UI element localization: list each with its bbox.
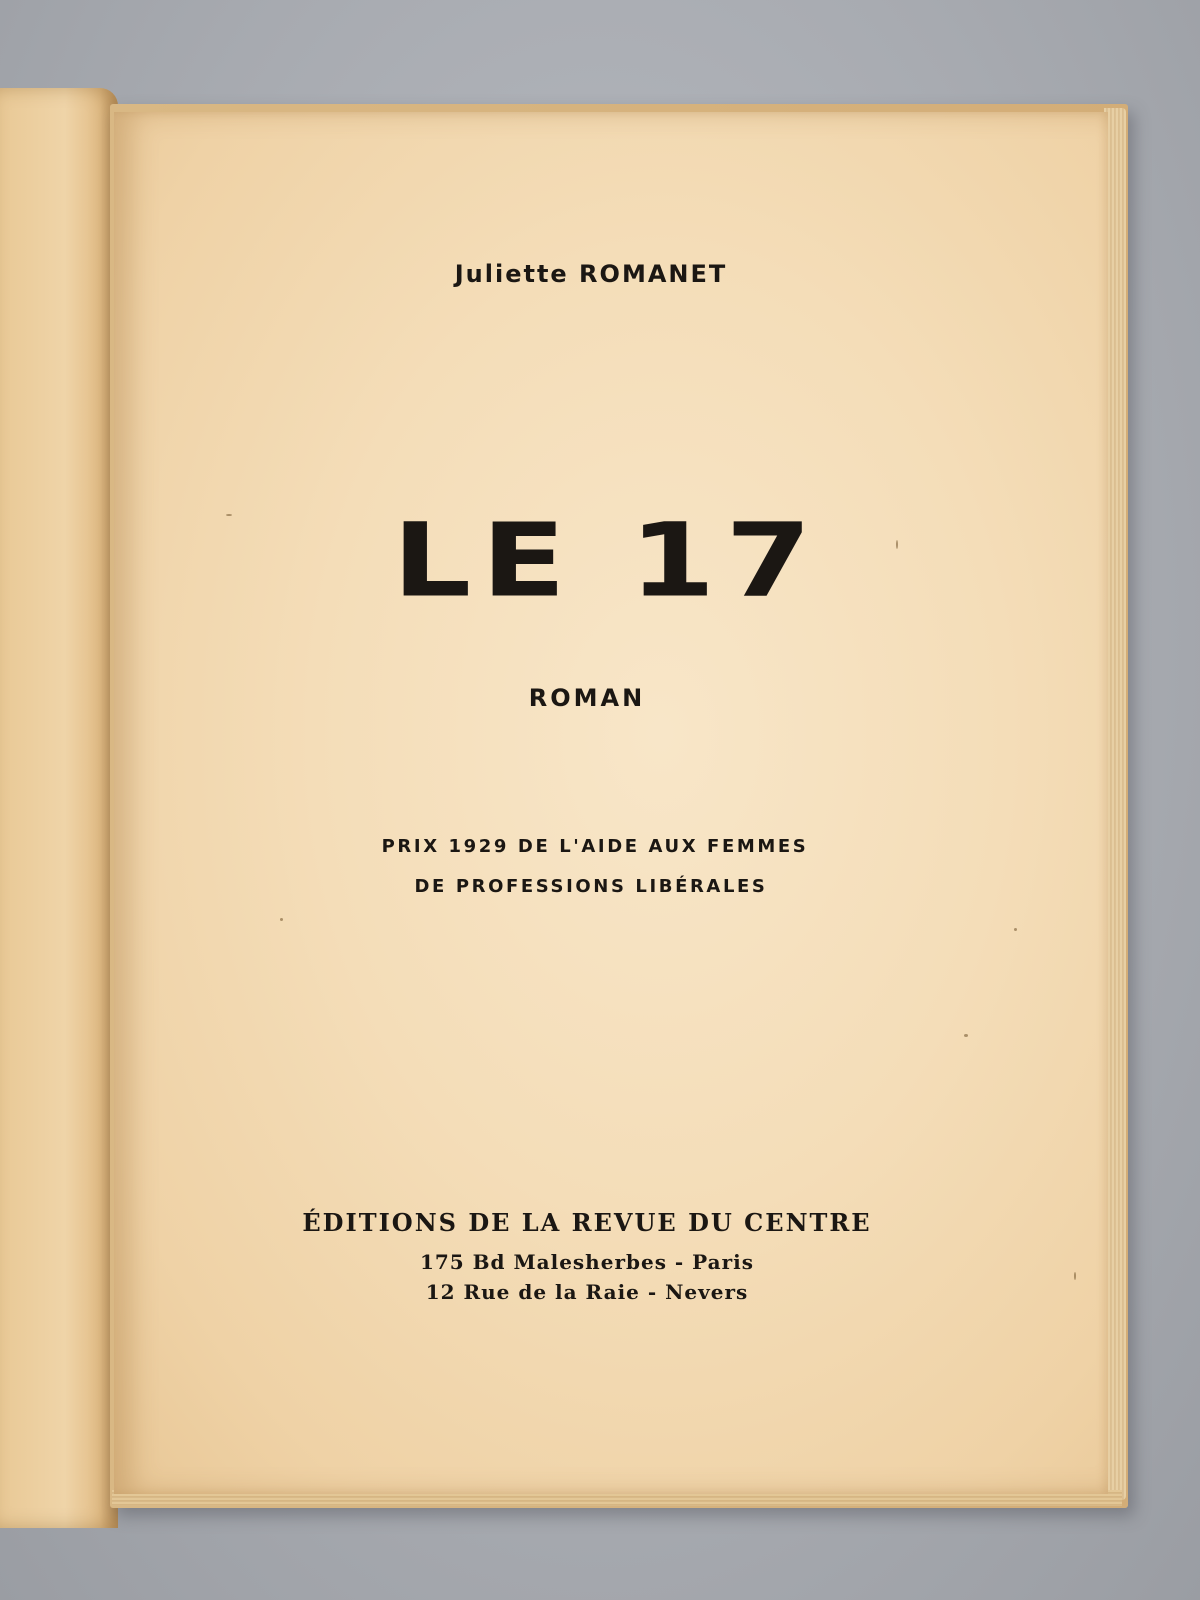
foxing-speck xyxy=(896,540,898,549)
foxing-speck xyxy=(226,514,232,516)
genre-label: ROMAN xyxy=(528,684,646,712)
book-title: LE 17 xyxy=(392,501,822,620)
title-page xyxy=(114,112,1108,1494)
foxing-speck xyxy=(1074,1272,1076,1280)
foxing-speck xyxy=(964,1034,968,1037)
prize-line-1: PRIX 1929 DE L'AIDE AUX FEMMES xyxy=(381,836,809,857)
foxing-speck xyxy=(280,918,283,921)
prize-line-2: DE PROFESSIONS LIBÉRALES xyxy=(414,876,768,897)
author-name: Juliette ROMANET xyxy=(454,260,728,288)
publisher-address-nevers: 12 Rue de la Raie - Nevers xyxy=(425,1280,749,1304)
publisher-address-paris: 175 Bd Malesherbes - Paris xyxy=(419,1250,755,1274)
publisher-name: ÉDITIONS DE LA REVUE DU CENTRE xyxy=(302,1208,872,1237)
left-facing-page xyxy=(0,88,118,1528)
foxing-speck xyxy=(1014,928,1017,931)
